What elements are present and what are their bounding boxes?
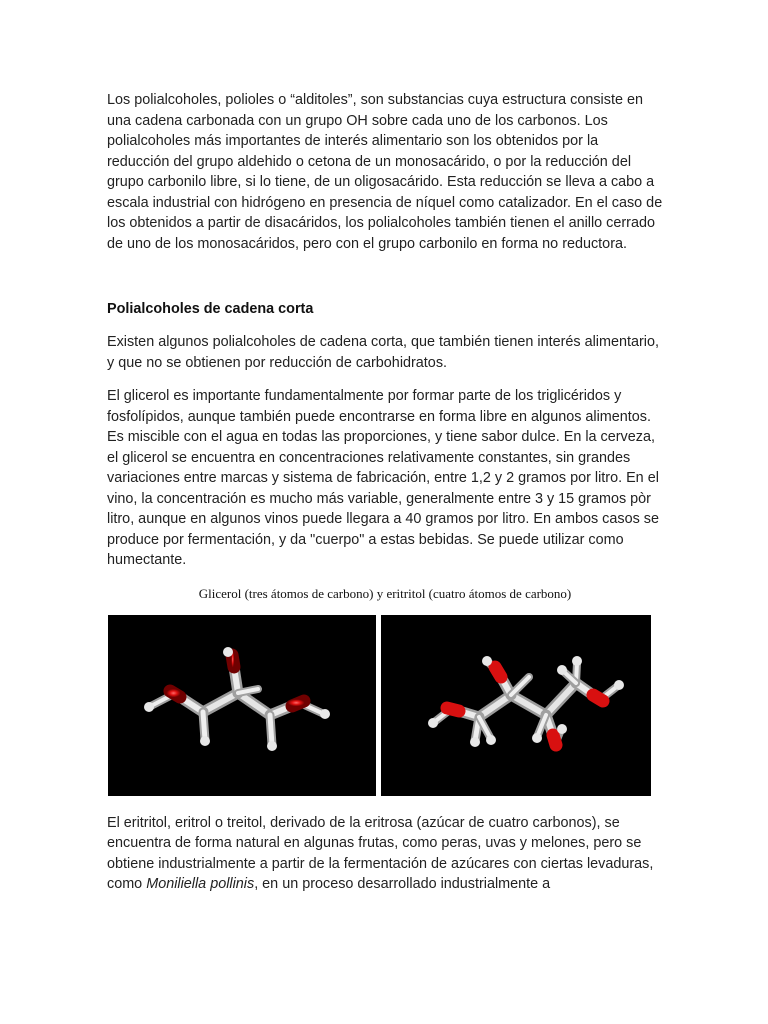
intro-paragraph: Los polialcoholes, polioles o “alditoles”, son substancias cuya estructura consiste en una cadena carbonada con un grupo OH sobre cada uno de los carbonos. Los polialcoholes más importantes de interés alimentario son los obtenidos por la reducción del grupo aldehido o cetona de un monosacárido, o por la reducción del grupo carbonilo libre, si lo tiene, de un oligosacárido. Esta reducción se lleva a cabo a escala industrial con hidrógeno en presencia de níquel como catalizador. En el caso de los obtenidos a partir de disacáridos, los polialcoholes también tienen el anillo cerrado de uno de los monosacáridos, pero con el grupo carbonilo en forma no reductora. xyxy=(107,92,663,252)
figure-caption: Glicerol (tres átomos de carbono) y eritritol (cuatro átomos de carbono) xyxy=(198,585,572,601)
section-heading: Polialcoholes de cadena corta xyxy=(107,301,314,317)
document-body xyxy=(107,90,663,895)
molecule-figure xyxy=(108,615,654,799)
erythritol-model-image xyxy=(381,615,651,796)
glycerol-model-image xyxy=(108,615,376,796)
erythritol-ball-stick-model xyxy=(381,615,651,796)
erythritol-text-end: , en un proceso desarrollado industrialmente a xyxy=(254,876,551,892)
erythritol-text-start: El eritritol, eritrol o treitol, derivado de la eritrosa (azúcar de cuatro carbonos), se encuentra de forma natural en algunas frutas, como peras, uvas y melones, pero se obtiene industrialmente a partir de la fermentación de azúcares con ciertas levaduras, como xyxy=(107,814,654,892)
glycerol-ball-stick-model xyxy=(108,615,376,796)
glycerol-paragraph: El glicerol es importante fundamentalmente por formar parte de los triglicéridos y fosfolípidos, aunque también puede encontrarse en forma libre en algunos alimentos. Es miscible con el agua en todas las proporciones, y tiene sabor dulce. En la cerveza, el glicerol se encuentra en concentraciones relativamente constantes, sin grandes variaciones entre marcas y sistema de fabricación, entre 1,2 y 2 gramos por litro. En el vino, la concentración es mucho más variable, generalmente entre 3 y 15 gramos pòr litro, aunque en algunos vinos puede llegara a 40 gramos por litro. En ambos casos se produce por fermentación, y da "cuerpo" a estas bebidas. Se puede utilizar como humectante. xyxy=(107,388,659,568)
species-name: Moniliella pollinis xyxy=(146,876,255,892)
short-chain-paragraph: Existen algunos polialcoholes de cadena corta, que también tienen interés alimentario, y que no se obtienen por reducción de carbohidratos. xyxy=(107,334,659,371)
erythritol-paragraph xyxy=(107,813,663,895)
